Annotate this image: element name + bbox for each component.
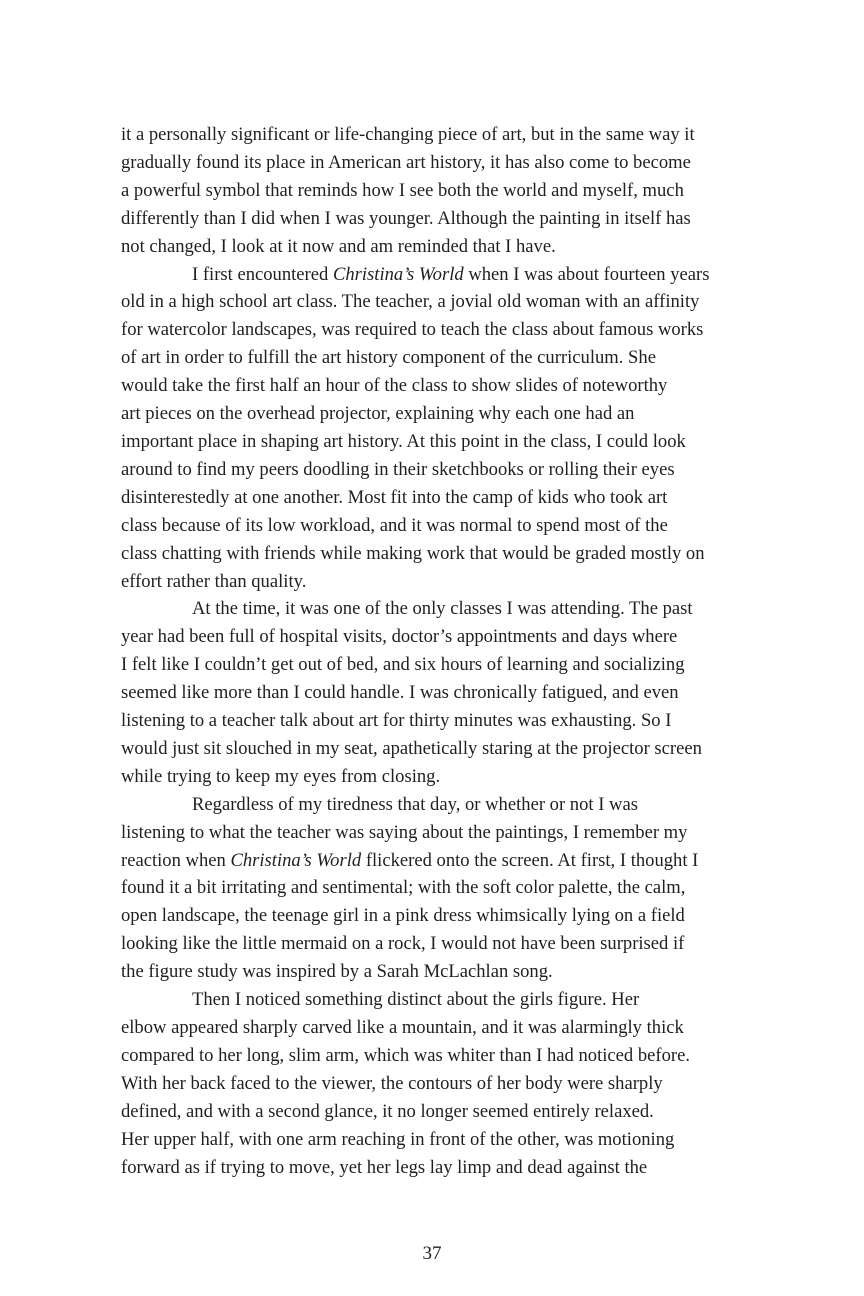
text-segment: reaction when [121, 849, 231, 871]
text-line: compared to her long, slim arm, which was whiter than I had noticed before. [121, 1044, 690, 1066]
page-number: 37 [422, 1243, 442, 1264]
text-line: forward as if trying to move, yet her legs lay limp and dead against the [121, 1156, 648, 1178]
text-line: Then I noticed something distinct about the girls figure. Her [192, 989, 640, 1011]
paragraph [121, 261, 761, 596]
text-line: seemed like more than I could handle. I was chronically fatigued, and even [121, 682, 679, 704]
text-segment: when I was about fourteen years [463, 263, 710, 285]
text-line: listening to what the teacher was saying about the paintings, I remember my [121, 821, 688, 843]
text-line: would just sit slouched in my seat, apathetically staring at the projector screen [121, 737, 702, 759]
text-line: around to find my peers doodling in their sketchbooks or rolling their eyes [121, 458, 675, 480]
text-line: open landscape, the teenage girl in a pink dress whimsically lying on a field [121, 905, 685, 927]
text-line: art pieces on the overhead projector, explaining why each one had an [121, 403, 635, 425]
text-line: With her back faced to the viewer, the contours of her body were sharply [121, 1072, 663, 1094]
text-line: Regardless of my tiredness that day, or whether or not I was [192, 793, 638, 815]
text-line: year had been full of hospital visits, doctor’s appointments and days where [121, 626, 678, 648]
text-segment: I first encountered [192, 263, 333, 285]
text-line: differently than I did when I was younger. Although the painting in itself has [121, 207, 691, 229]
text-line: elbow appeared sharply carved like a mountain, and it was alarmingly thick [121, 1017, 684, 1038]
text-line: gradually found its place in American art history, it has also come to become [121, 151, 691, 173]
text-line: Her upper half, with one arm reaching in front of the other, was motioning [121, 1128, 675, 1150]
text-line: would take the first half an hour of the class to show slides of noteworthy [121, 375, 668, 397]
text-line: the figure study was inspired by a Sarah McLachlan song. [121, 961, 553, 983]
text-segment: flickered onto the screen. At first, I thought I [361, 849, 699, 871]
text-line: looking like the little mermaid on a rock, I would not have been surprised if [121, 933, 685, 955]
paragraph [121, 986, 761, 1181]
text-line: listening to a teacher talk about art for thirty minutes was exhausting. So I [121, 710, 672, 732]
text-line: not changed, I look at it now and am reminded that I have. [121, 235, 556, 257]
text-line: defined, and with a second glance, it no longer seemed entirely relaxed. [121, 1100, 654, 1122]
text-line [121, 261, 761, 289]
text-line: At the time, it was one of the only classes I was attending. The past [192, 598, 693, 620]
text-line: found it a bit irritating and sentimental; with the soft color palette, the calm, [121, 877, 686, 899]
italic-title: Christina’s World [332, 263, 464, 285]
text-line: a powerful symbol that reminds how I see both the world and myself, much [121, 179, 684, 201]
text-line: for watercolor landscapes, was required to teach the class about famous works [121, 319, 704, 341]
text-line: class chatting with friends while making work that would be graded mostly on [121, 542, 705, 564]
text-line: old in a high school art class. The teacher, a jovial old woman with an affinity [121, 291, 700, 313]
text-line: it a personally significant or life-changing piece of art, but in the same way it [121, 124, 695, 145]
text-line: class because of its low workload, and it was normal to spend most of the [121, 514, 668, 536]
text-line: effort rather than quality. [121, 570, 307, 592]
italic-title: Christina’s World [230, 849, 362, 871]
text-line: important place in shaping art history. At this point in the class, I could look [121, 430, 686, 452]
paragraph [121, 791, 761, 986]
text-line [121, 847, 761, 875]
text-line: disinterestedly at one another. Most fit into the camp of kids who took art [121, 486, 668, 508]
page-body [121, 121, 761, 1181]
text-line: while trying to keep my eyes from closing. [121, 765, 441, 787]
paragraph [121, 121, 761, 261]
paragraph [121, 595, 761, 790]
text-line: of art in order to fulfill the art history component of the curriculum. She [121, 347, 656, 369]
text-line: I felt like I couldn’t get out of bed, and six hours of learning and socializing [121, 654, 685, 676]
